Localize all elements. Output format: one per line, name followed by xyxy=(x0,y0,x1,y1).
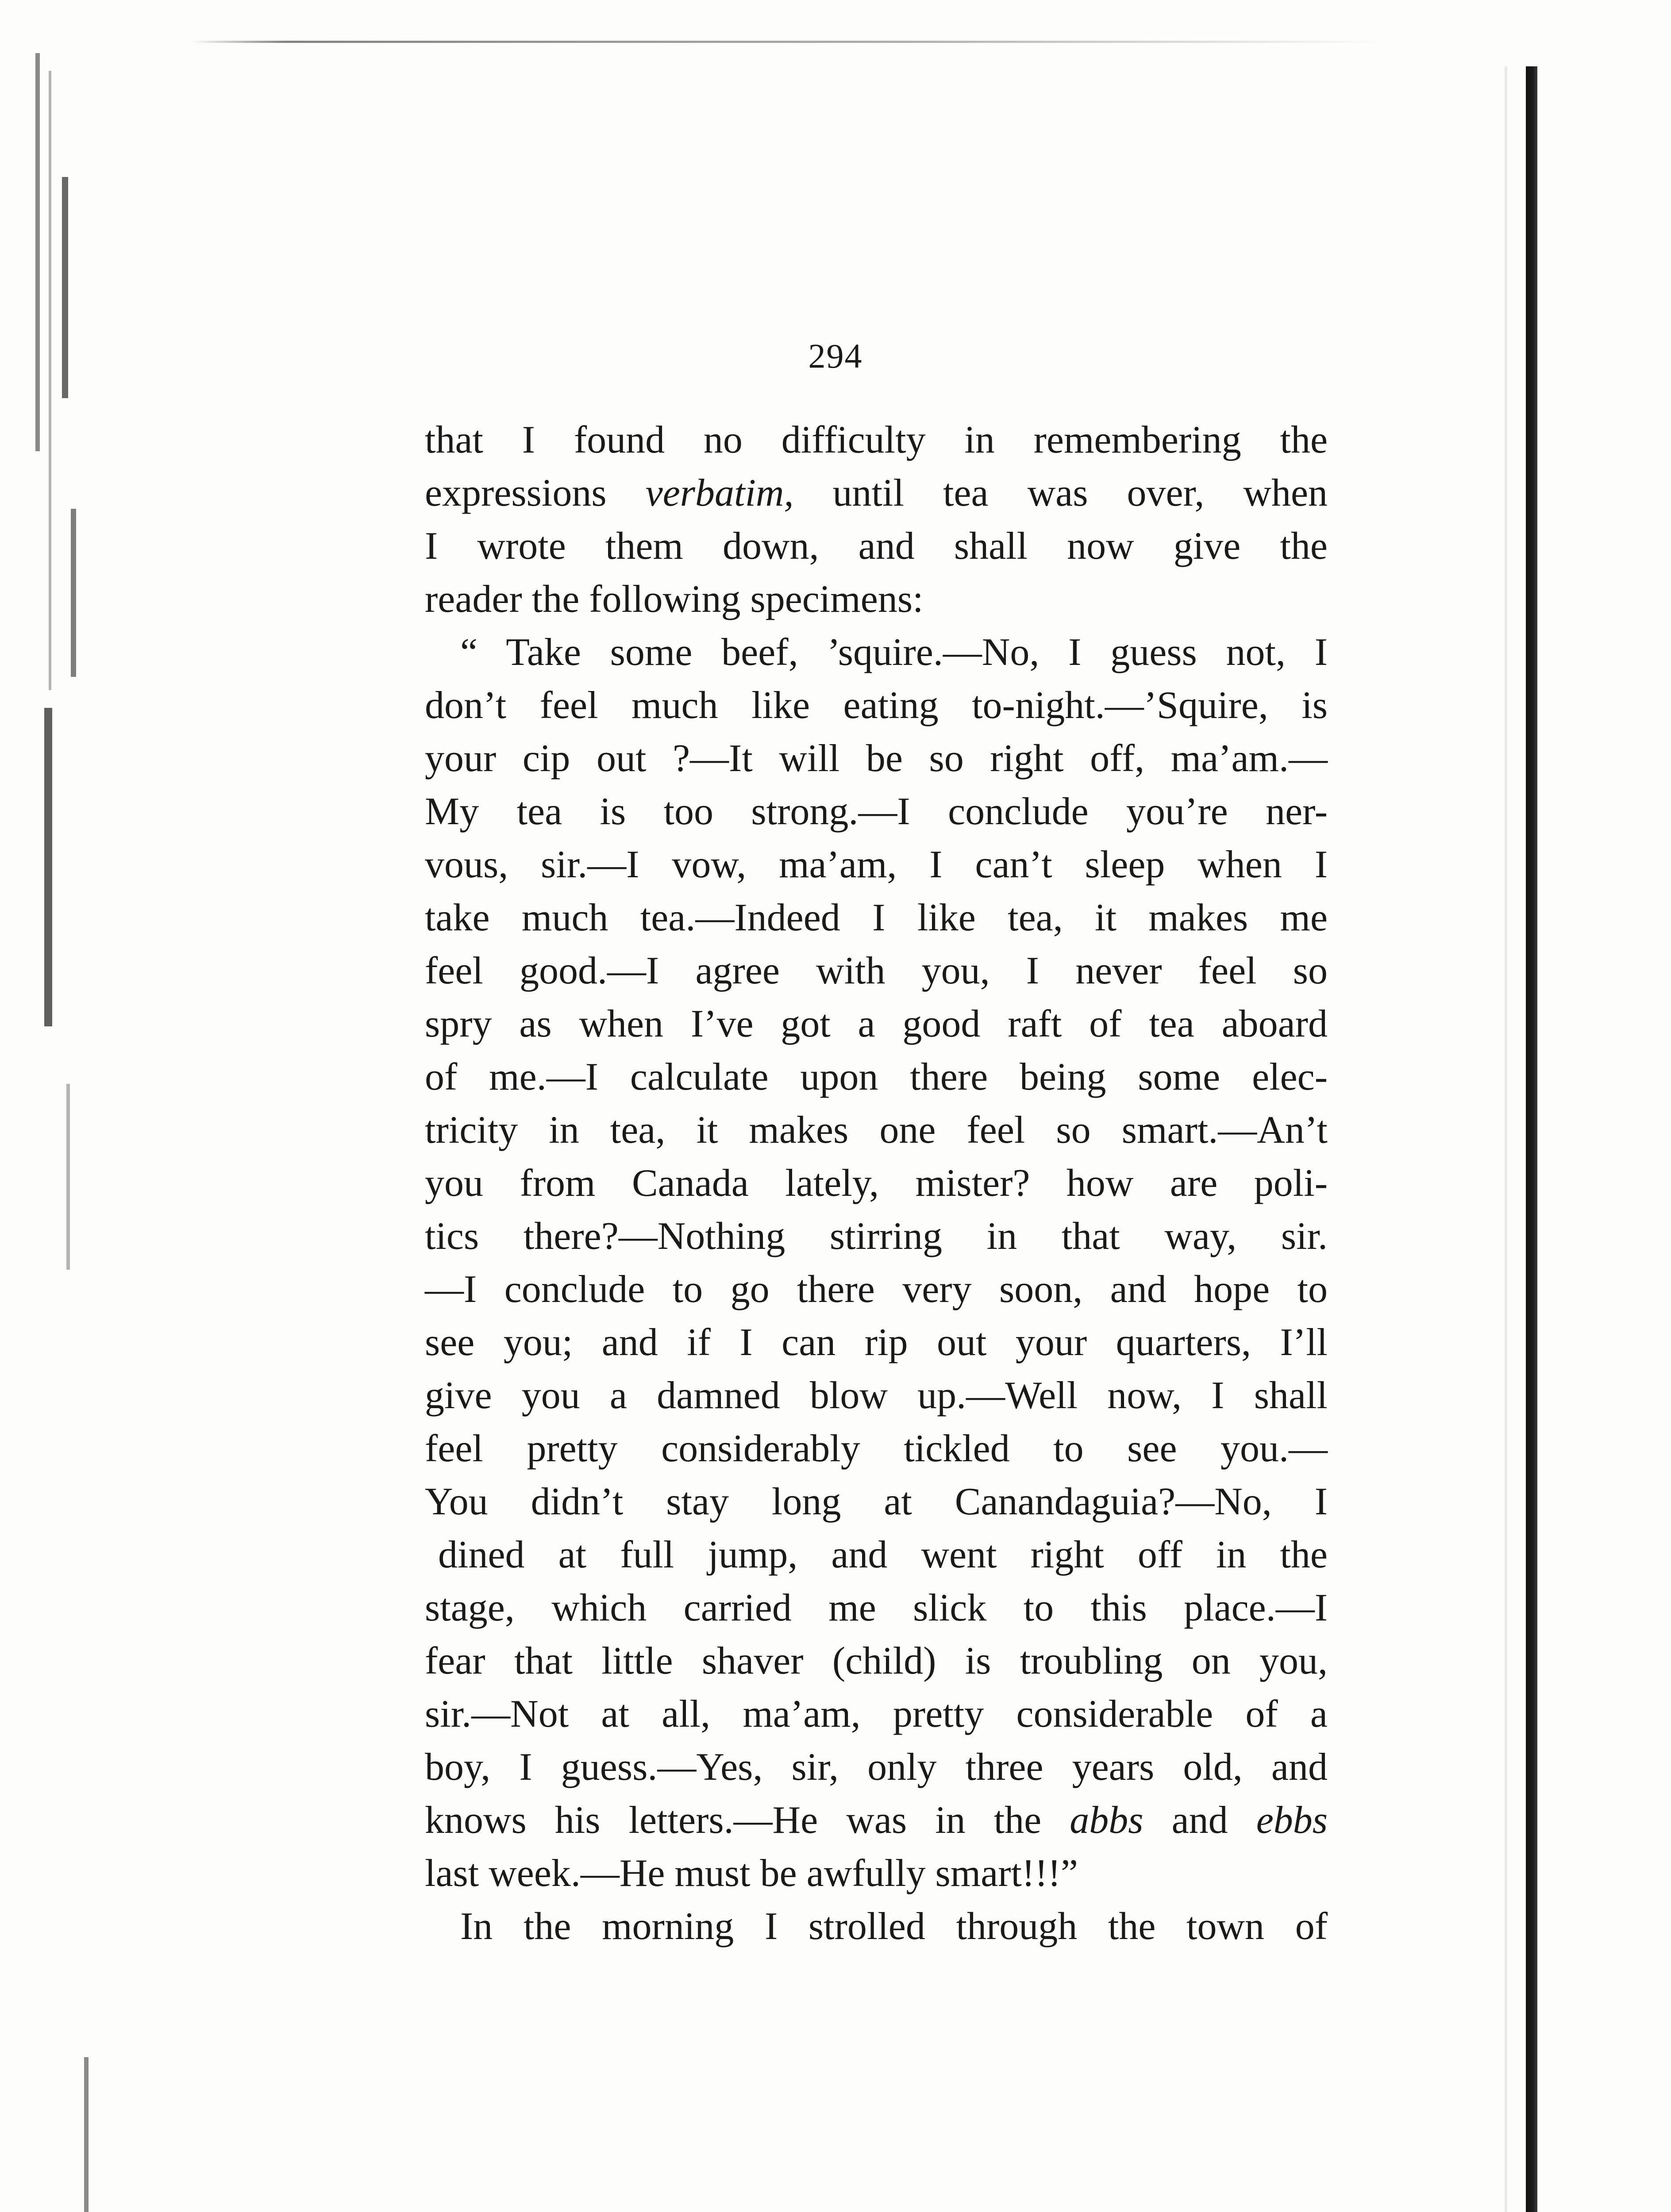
text-line: You didn’t stay long at Canandaguia?—No, I xyxy=(425,1480,1328,1523)
text-line: sir.—Not at all, ma’am, pretty considerable of a xyxy=(425,1693,1328,1736)
text-line: fear that little shaver (child) is troubling on you, xyxy=(425,1640,1328,1682)
text-run: and xyxy=(1143,1799,1256,1842)
text-line: tricity in tea, it makes one feel so smart.—An’t xyxy=(425,1109,1328,1152)
text-line: dined at full jump, and went right off in the xyxy=(438,1533,1328,1576)
scan-top-edge xyxy=(190,41,1385,43)
text-line: last week.—He must be awfully smart!!!” xyxy=(425,1852,1078,1895)
text-run: until tea was over, when xyxy=(793,472,1328,515)
text-line: give you a damned blow up.—Well now, I shall xyxy=(425,1374,1328,1417)
text-run: expressions xyxy=(425,472,646,515)
text-line: feel pretty considerably tickled to see you.— xyxy=(425,1427,1328,1470)
text-run: knows his letters.—He was in the xyxy=(425,1799,1070,1842)
text-line: of me.—I calculate upon there being some elec- xyxy=(425,1056,1328,1098)
text-line: stage, which carried me slick to this place.—I xyxy=(425,1586,1328,1629)
text-line: —I conclude to go there very soon, and hope to xyxy=(425,1268,1328,1311)
text-line xyxy=(425,1794,1328,1847)
text-line: spry as when I’ve got a good raft of tea aboard xyxy=(425,1002,1328,1045)
text-line: take much tea.—Indeed I like tea, it makes me xyxy=(425,896,1328,939)
text-line: your cip out ?—It will be so right off, ma’am.— xyxy=(425,737,1328,780)
text-line: don’t feel much like eating to-night.—’Squire, is xyxy=(425,684,1328,727)
text-line: see you; and if I can rip out your quarters, I’ll xyxy=(425,1321,1328,1364)
text-line: that I found no difficulty in remembering the xyxy=(425,419,1328,461)
text-line: reader the following specimens: xyxy=(425,578,924,621)
italic-word: verbatim, xyxy=(645,472,794,515)
text-line: tics there?—Nothing stirring in that way, sir. xyxy=(425,1215,1328,1258)
text-line: In the morning I strolled through the town of xyxy=(460,1905,1328,1948)
italic-word: abbs xyxy=(1070,1799,1144,1842)
text-line: My tea is too strong.—I conclude you’re ner- xyxy=(425,790,1328,833)
scan-shadow xyxy=(1505,66,1507,2212)
text-line: “ Take some beef, ’squire.—No, I guess not, I xyxy=(460,631,1328,674)
text-line: I wrote them down, and shall now give the xyxy=(425,525,1328,568)
page-number: 294 xyxy=(808,337,863,375)
scan-right-edge xyxy=(1526,66,1537,2212)
body-text xyxy=(425,414,1328,1953)
text-line xyxy=(425,467,1328,520)
text-line: vous, sir.—I vow, ma’am, I can’t sleep when I xyxy=(425,843,1328,886)
italic-word: ebbs xyxy=(1256,1799,1328,1842)
text-line: boy, I guess.—Yes, sir, only three years old, and xyxy=(425,1746,1328,1789)
text-line: you from Canada lately, mister? how are poli- xyxy=(425,1162,1328,1205)
text-line: feel good.—I agree with you, I never feel so xyxy=(425,949,1328,992)
